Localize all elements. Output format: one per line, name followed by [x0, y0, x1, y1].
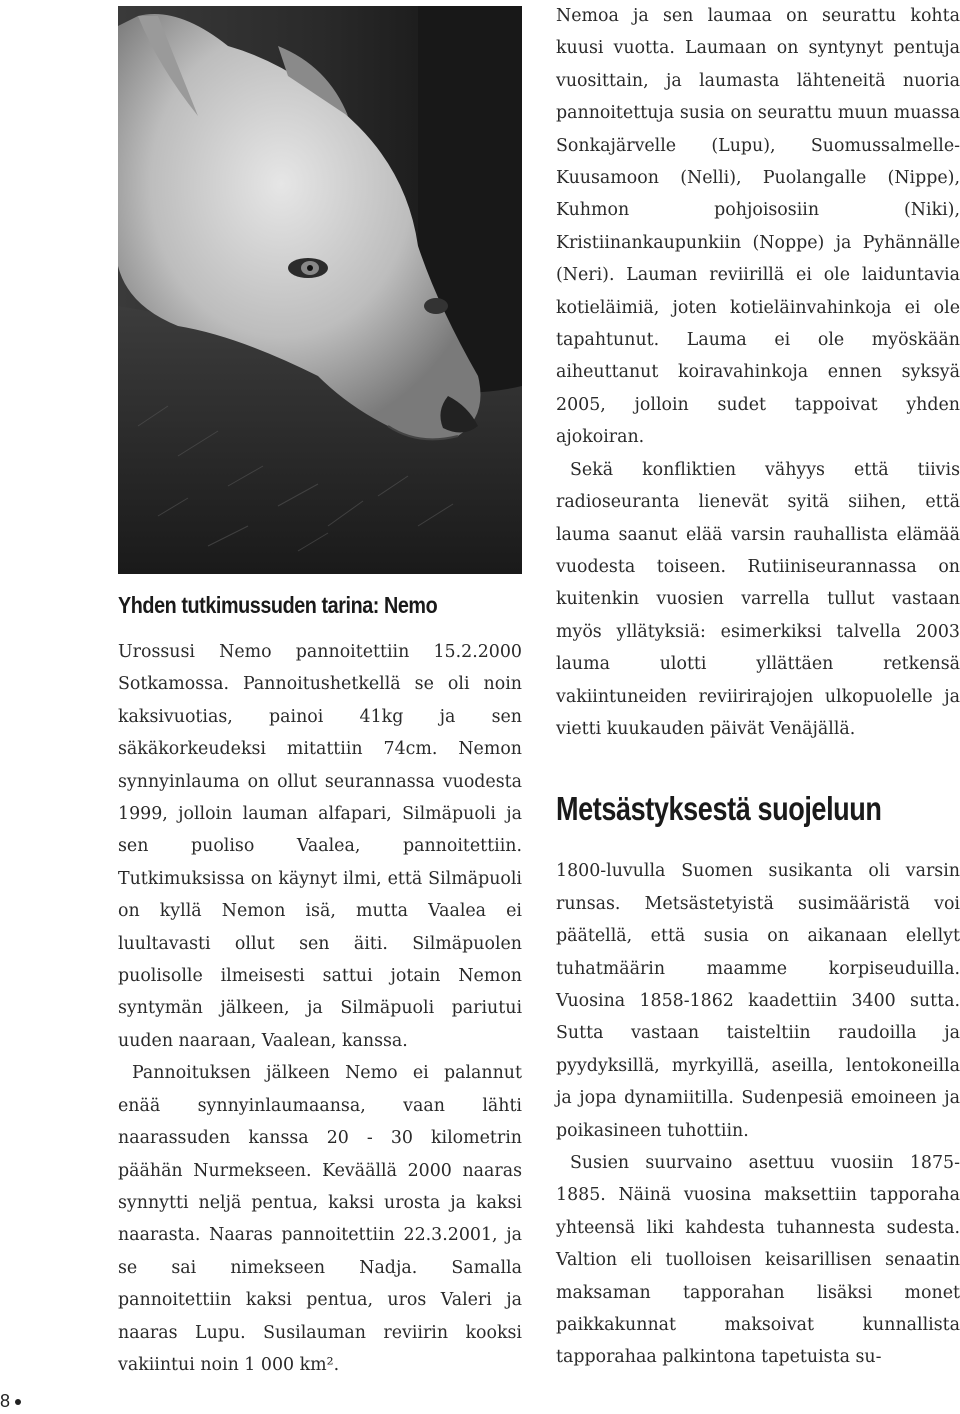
paragraph: 1800-luvulla Suomen susikanta oli varsin runsas. Metsästetyistä susimääristä voi päätellä, että susia on aikanaan elellyt tuhatmäärin maamme korpiseuduilla. Vuosina 1858-1862 kaadettiin 3400 sutta. Sutta vastaan taisteltiin raudoilla ja pyydyksillä, myrkyillä, aseilla, lentokoneilla ja jopa dynamiitilla. Sudenpesiä emoineen ja poikasineen tuhottiin. — [556, 861, 960, 1141]
wolf-photo — [118, 6, 522, 574]
page-number — [0, 1390, 21, 1412]
paragraph: Nemoa ja sen laumaa on seurattu kohta kuusi vuotta. Laumaan on syntynyt pentuja vuosittain, ja laumasta lähteneitä nuoria pannoitettuja susia on seurattu muun muassa Sonkajärvelle (Lupu), Suomussalmelle-Kuusamoon (Nelli), Puolangalle (Nippe), Kuhmon pohjoisosiin (Niki), Kristiinankaupunkiin (Noppe) ja Pyhännälle (Neri). Lauman reviirillä ei ole laiduntavia kotieläimiä, joten kotieläinvahinkoja ei ole tapahtunut. Lauma ei ole myöskään aiheuttanut koiravahinkoja ennen syksyä 2005, jolloin sudet tappoivat yhden ajokoiran. — [556, 6, 960, 448]
bullet-dot-icon — [15, 1399, 21, 1405]
paragraph: Susien suurvaino asettuu vuosiin 1875-1885. Näinä vuosina maksettiin tapporaha yhteensä liki kahdesta tuhannesta sudesta. Valtion eli tuolloisen keisarillisen senaatin maksaman tapporahan lisäksi monet paikkakunnat maksoivat kunnallista tapporahaa palkintona tapetuista su- — [556, 1153, 960, 1368]
paragraph: Urossusi Nemo pannoitettiin 15.2.2000 Sotkamossa. Pannoitushetkellä se oli noin kaksivuotias, painoi 41kg ja sen säkäkorkeudeksi mitattiin 74cm. Nemon synnyinlauma on ollut seurannassa vuodesta 1999, jolloin lauman alfapari, Silmäpuoli ja sen puoliso Vaalea, pannoitettiin. Tutkimuksissa on käynyt ilmi, että Silmäpuoli on kyllä Nemon isä, mutta Vaalea ei luultavasti ollut sen äiti. Silmäpuolen puolisolle ilmeisesti sattui jotain Nemon syntymän jälkeen, ja Silmäpuoli pariutui uuden naaraan, Vaalean, kanssa. — [118, 642, 522, 1051]
right-column — [556, 0, 960, 1374]
paragraph: Pannoituksen jälkeen Nemo ei palannut enää synnyinlaumaansa, vaan lähti naarassuden kanssa 20 - 30 kilometrin päähän Nurmekseen. Keväällä 2000 naaras synnytti neljä pentua, kaksi urosta ja kaksi naarasta. Naaras pannoitettiin 22.3.2001, ja se sai nimekseen Nadja. Samalla pannoitettiin kaksi pentua, uros Valeri ja naaras Lupu. Susilauman reviirin kooksi vakiintui noin 1 000 km². — [118, 1063, 522, 1375]
left-column — [118, 590, 522, 1381]
wolf-photo-image — [118, 6, 522, 574]
paragraph: Sekä konfliktien vähyys että tiivis radioseuranta lienevät syitä siihen, että lauma saanut elää varsin rauhallista elämää vuodesta toiseen. Rutiiniseurannassa on kuitenkin vuosien varrella tullut vastaan myös yllätyksiä: esimerkiksi talvella 2003 lauma ulotti yllättäen retkensä vakiintuneiden reviirirajojen ulkopuolelle ja vietti kuukauden päivät Venäjällä. — [556, 459, 960, 739]
page-number-text: 8 — [0, 1391, 11, 1411]
section-heading-nemo: Yhden tutkimussuden tarina: Nemo — [118, 592, 438, 618]
section-heading-hunting: Metsästyksestä suojeluun — [556, 790, 882, 828]
